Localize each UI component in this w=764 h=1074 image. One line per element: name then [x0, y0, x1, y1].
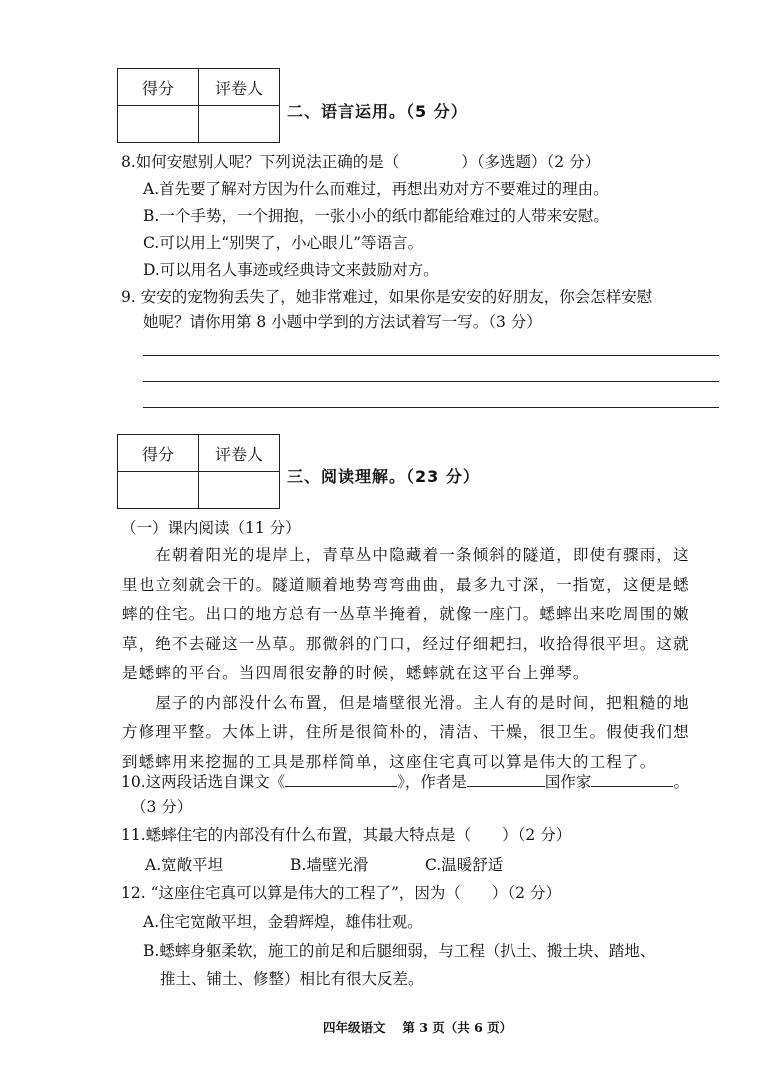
q8-option-c: C.可以用上“别哭了，小心眼儿”等语言。 [143, 234, 424, 252]
passage-line: 是蟋蟀的平台。当四周很安静的时候，蟋蟀就在这平台上弹琴。 [122, 664, 590, 682]
q10-end: 。 [673, 773, 689, 791]
q12-stem: 12. “这座住宅真可以算是伟大的工程了”，因为（ ）（2 分） [121, 884, 561, 902]
q10-author-blank[interactable] [467, 768, 545, 787]
score-table-section3 [117, 434, 280, 509]
section2-title: 二、语言运用。（5 分） [287, 102, 468, 121]
q12-option-a: A.住宅宽敞平坦，金碧辉煌，雄伟壮观。 [143, 913, 423, 931]
q8-option-b: B.一个手势，一个拥抱，一张小小的纸巾都能给难过的人带来安慰。 [143, 207, 609, 225]
q11-option-c: C.温暖舒适 [425, 856, 504, 874]
passage-line: 草，绝不去碰这一丛草。那微斜的门口，经过仔细耙扫，收拾得很平坦。这就 [122, 634, 690, 653]
answer-line-3[interactable] [143, 407, 719, 408]
passage-line: 在朝着阳光的堤岸上，青草丛中隐藏着一条倾斜的隧道，即使有骤雨，这 [122, 546, 690, 564]
q12-option-b-line2: 推土、铺土、修整）相比有很大反差。 [160, 970, 424, 988]
score-cell[interactable] [118, 472, 199, 509]
q8-stem: 8.如何安慰别人呢？下列说法正确的是（ ）（多选题）（2 分） [121, 153, 601, 171]
q10-score: （3 分） [131, 798, 193, 816]
q10-title-blank[interactable] [285, 768, 397, 787]
q10-writer-blank[interactable] [591, 768, 673, 787]
passage-line: 到蟋蟀用来挖掘的工具是那样简单，这座住宅真可以算是伟大的工程了。 [122, 752, 657, 771]
q8-option-d: D.可以用名人事迹或经典诗文来鼓励对方。 [143, 261, 439, 279]
grader-cell[interactable] [199, 472, 280, 509]
q11-stem: 11.蟋蟀住宅的内部没有什么布置，其最大特点是（ ）（2 分） [121, 826, 572, 844]
answer-line-2[interactable] [143, 381, 719, 382]
section3-title: 三、阅读理解。（23 分） [287, 467, 480, 486]
passage [122, 541, 690, 777]
q11-option-b: B.墙壁光滑 [290, 856, 369, 874]
q9-stem-line1: 9. 安安的宠物狗丢失了，她非常难过，如果你是安安的好朋友，你会怎样安慰 [121, 288, 653, 306]
passage-line: 蟀的住宅。出口的地方总有一丛草半掩着，就像一座门。蟋蟀出来吃周围的嫩 [122, 605, 690, 623]
q8-option-a: A.首先要了解对方因为什么而难过，再想出劝对方不要难过的理由。 [143, 180, 609, 198]
q10-mid1: 》，作者是 [397, 773, 467, 791]
q10-prefix: 10.这两段话选自课文《 [121, 773, 286, 791]
answer-line-1[interactable] [143, 355, 719, 356]
q10 [121, 768, 689, 796]
score-table-section2 [117, 68, 280, 143]
score-cell[interactable] [118, 106, 199, 143]
q12-option-b-line1: B.蟋蟀身躯柔软，施工的前足和后腿细弱，与工程（扒土、搬土块、踏地、 [143, 942, 656, 960]
q11-option-a: A.宽敞平坦 [145, 856, 224, 874]
page-footer: 四年级语文 第 3 页（共 6 页） [323, 1020, 513, 1035]
score-label: 得分 [118, 435, 199, 472]
grader-label: 评卷人 [199, 69, 280, 106]
q9-stem-line2: 她呢？请你用第 8 小题中学到的方法试着写一写。（3 分） [143, 313, 542, 331]
grader-label: 评卷人 [199, 435, 280, 472]
grader-cell[interactable] [199, 106, 280, 143]
passage-line: 里也立刻就会干的。隧道顺着地势弯弯曲曲，最多九寸深，一指宽，这便是蟋 [122, 575, 690, 594]
score-label: 得分 [118, 69, 199, 106]
passage-line: 方修理平整。大体上讲，住所是很简朴的，清洁、干燥，很卫生。假使我们想 [122, 723, 690, 741]
q10-mid2: 国作家 [544, 773, 592, 791]
part1-title: （一）课内阅读（11 分） [121, 519, 301, 537]
passage-line: 屋子的内部没什么布置，但是墙壁很光滑。主人有的是时间，把粗糙的地 [122, 693, 690, 712]
